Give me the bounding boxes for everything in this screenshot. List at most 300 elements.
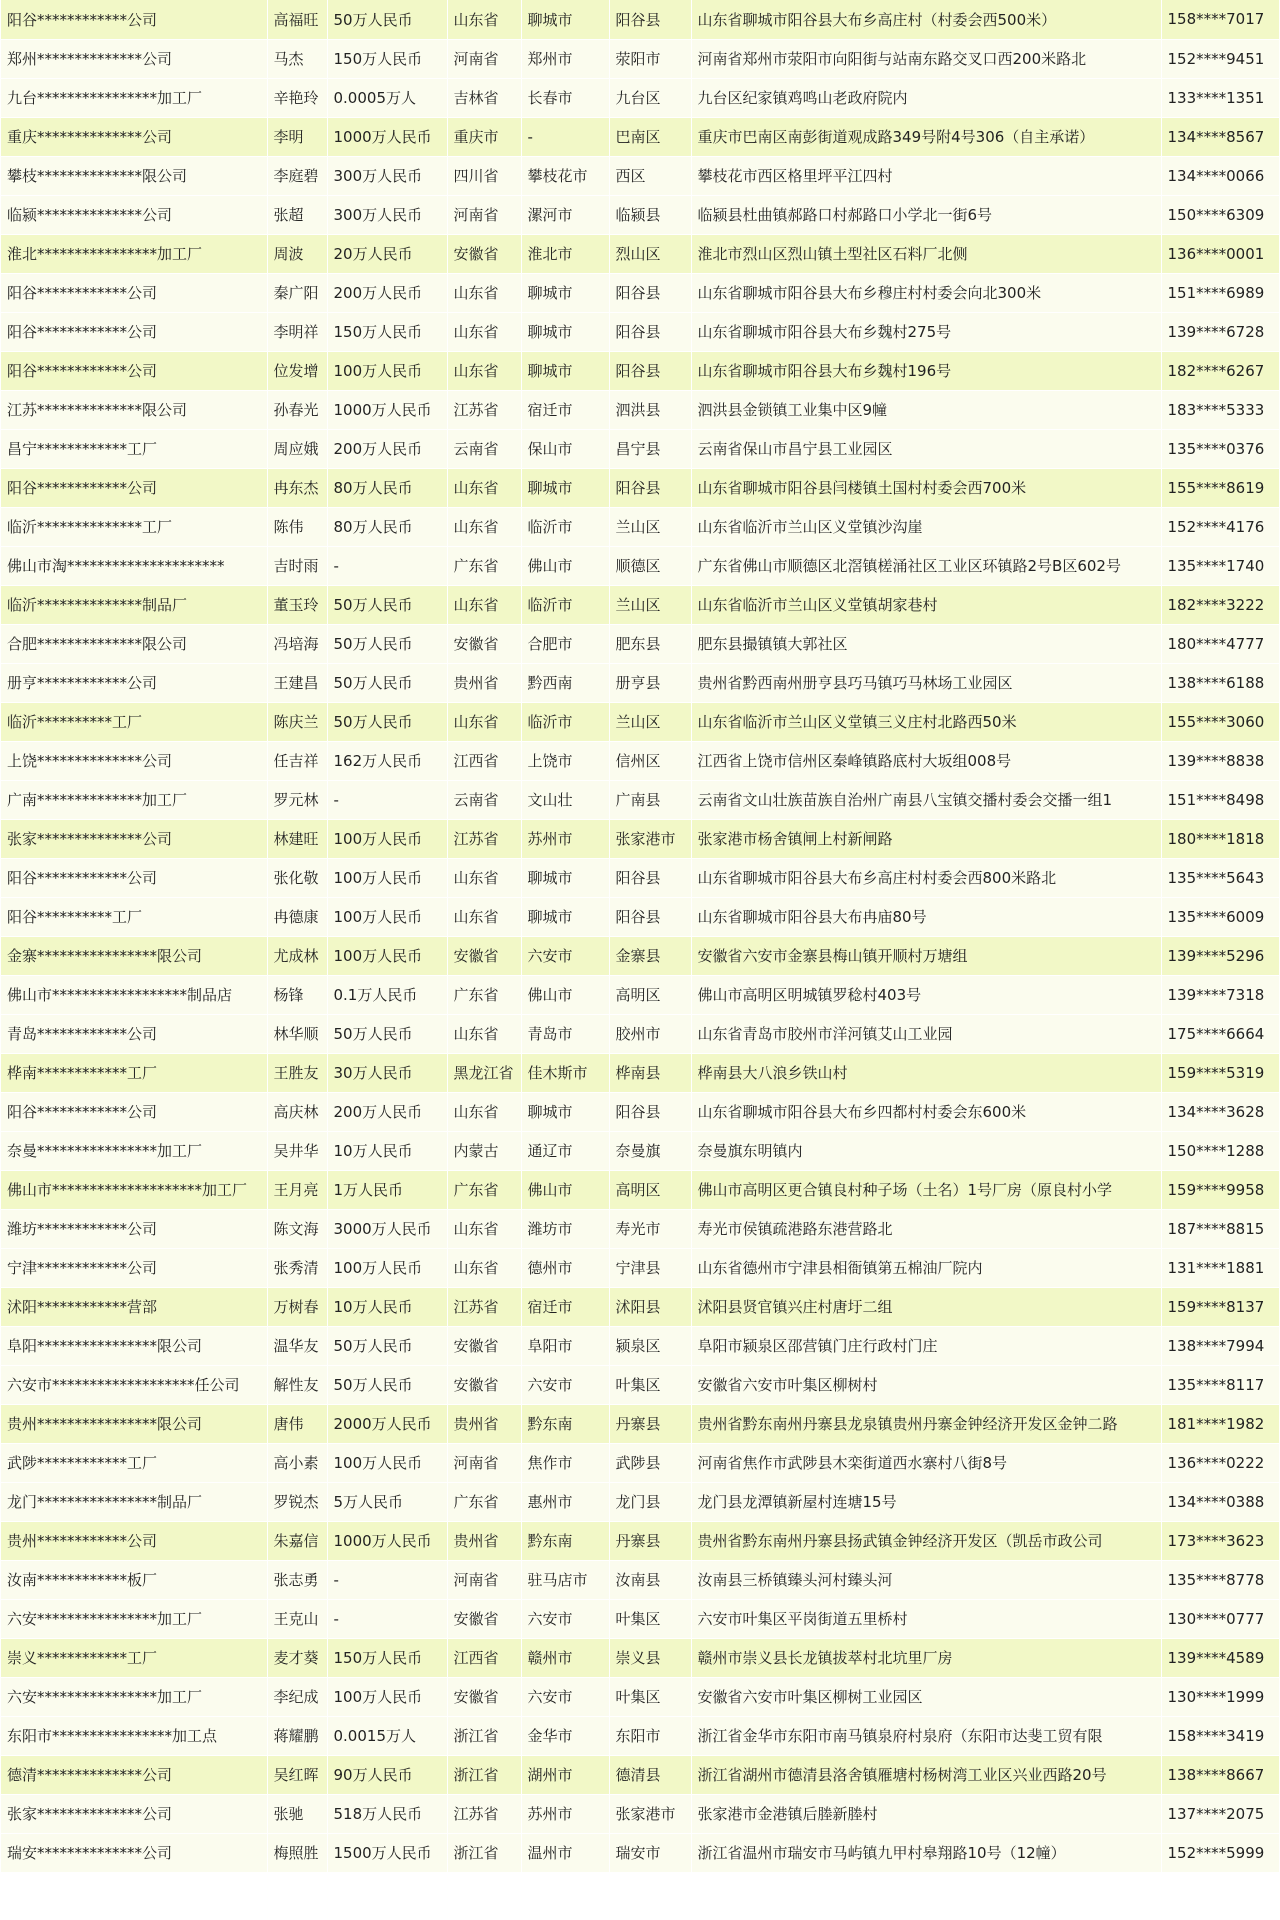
legal-person-cell: 周波 (267, 234, 327, 273)
capital-cell: 100万人民币 (327, 819, 447, 858)
address-cell: 山东省临沂市兰山区义堂镇胡家巷村 (691, 585, 1161, 624)
city-cell: 六安市 (521, 936, 609, 975)
legal-person-cell: 李明 (267, 117, 327, 156)
capital-cell: 100万人民币 (327, 897, 447, 936)
phone-cell: 134****8567 (1161, 117, 1279, 156)
company-name-cell: 佛山市********************加工厂 (1, 1170, 267, 1209)
company-name-cell: 上饶**************公司 (1, 741, 267, 780)
phone-cell: 139****4589 (1161, 1638, 1279, 1677)
province-cell: 山东省 (447, 468, 521, 507)
city-cell: 佳木斯市 (521, 1053, 609, 1092)
district-cell: 阳谷县 (609, 0, 691, 39)
city-cell: 聊城市 (521, 858, 609, 897)
legal-person-cell: 秦广阳 (267, 273, 327, 312)
table-row (1, 741, 1279, 780)
table-row (1, 1092, 1279, 1131)
capital-cell: 90万人民币 (327, 1755, 447, 1794)
legal-person-cell: 吉时雨 (267, 546, 327, 585)
province-cell: 广东省 (447, 546, 521, 585)
phone-cell: 135****6009 (1161, 897, 1279, 936)
company-name-cell: 崇义************工厂 (1, 1638, 267, 1677)
address-cell: 安徽省六安市叶集区柳树工业园区 (691, 1677, 1161, 1716)
address-cell: 河南省焦作市武陟县木栾街道西水寨村八街8号 (691, 1443, 1161, 1482)
capital-cell: 10万人民币 (327, 1131, 447, 1170)
city-cell: 聊城市 (521, 468, 609, 507)
district-cell: 德清县 (609, 1755, 691, 1794)
province-cell: 山东省 (447, 351, 521, 390)
province-cell: 河南省 (447, 1560, 521, 1599)
address-cell: 山东省聊城市阳谷县大布乡穆庄村村委会向北300米 (691, 273, 1161, 312)
legal-person-cell: 唐伟 (267, 1404, 327, 1443)
address-cell: 山东省聊城市阳谷县大布乡魏村196号 (691, 351, 1161, 390)
province-cell: 浙江省 (447, 1755, 521, 1794)
city-cell: 赣州市 (521, 1638, 609, 1677)
table-row (1, 351, 1279, 390)
address-cell: 山东省临沂市兰山区义堂镇沙沟崖 (691, 507, 1161, 546)
legal-person-cell: 梅照胜 (267, 1833, 327, 1872)
phone-cell: 183****5333 (1161, 390, 1279, 429)
capital-cell: 20万人民币 (327, 234, 447, 273)
company-name-cell: 六安****************加工厂 (1, 1599, 267, 1638)
city-cell: 宿迁市 (521, 390, 609, 429)
capital-cell: 50万人民币 (327, 1326, 447, 1365)
table-row (1, 1833, 1279, 1872)
table-row (1, 858, 1279, 897)
company-name-cell: 金寨****************限公司 (1, 936, 267, 975)
address-cell: 临颍县杜曲镇郝路口村郝路口小学北一街6号 (691, 195, 1161, 234)
legal-person-cell: 李明祥 (267, 312, 327, 351)
province-cell: 山东省 (447, 702, 521, 741)
address-cell: 六安市叶集区平岗街道五里桥村 (691, 1599, 1161, 1638)
district-cell: 兰山区 (609, 585, 691, 624)
district-cell: 龙门县 (609, 1482, 691, 1521)
city-cell: 六安市 (521, 1599, 609, 1638)
district-cell: 西区 (609, 156, 691, 195)
legal-person-cell: 解性友 (267, 1365, 327, 1404)
district-cell: 肥东县 (609, 624, 691, 663)
phone-cell: 139****7318 (1161, 975, 1279, 1014)
phone-cell: 151****8498 (1161, 780, 1279, 819)
legal-person-cell: 林建旺 (267, 819, 327, 858)
address-cell: 龙门县龙潭镇新屋村连塘15号 (691, 1482, 1161, 1521)
district-cell: 汝南县 (609, 1560, 691, 1599)
phone-cell: 158****3419 (1161, 1716, 1279, 1755)
capital-cell: 50万人民币 (327, 624, 447, 663)
address-cell: 云南省文山壮族苗族自治州广南县八宝镇交播村委会交播一组1 (691, 780, 1161, 819)
legal-person-cell: 朱嘉信 (267, 1521, 327, 1560)
district-cell: 宁津县 (609, 1248, 691, 1287)
address-cell: 九台区纪家镇鸡鸣山老政府院内 (691, 78, 1161, 117)
company-name-cell: 重庆**************公司 (1, 117, 267, 156)
address-cell: 攀枝花市西区格里坪平江四村 (691, 156, 1161, 195)
capital-cell: 100万人民币 (327, 351, 447, 390)
city-cell: 佛山市 (521, 1170, 609, 1209)
province-cell: 安徽省 (447, 1326, 521, 1365)
capital-cell: 5万人民币 (327, 1482, 447, 1521)
legal-person-cell: 张超 (267, 195, 327, 234)
city-cell: 通辽市 (521, 1131, 609, 1170)
phone-cell: 135****8778 (1161, 1560, 1279, 1599)
district-cell: 叶集区 (609, 1599, 691, 1638)
legal-person-cell: 温华友 (267, 1326, 327, 1365)
province-cell: 江西省 (447, 741, 521, 780)
city-cell: 惠州市 (521, 1482, 609, 1521)
company-name-cell: 淮北****************加工厂 (1, 234, 267, 273)
phone-cell: 131****1881 (1161, 1248, 1279, 1287)
legal-person-cell: 冉德康 (267, 897, 327, 936)
address-cell: 山东省临沂市兰山区义堂镇三义庄村北路西50米 (691, 702, 1161, 741)
company-name-cell: 瑞安**************公司 (1, 1833, 267, 1872)
company-name-cell: 临沂**************制品厂 (1, 585, 267, 624)
phone-cell: 133****1351 (1161, 78, 1279, 117)
city-cell: 六安市 (521, 1365, 609, 1404)
city-cell: 温州市 (521, 1833, 609, 1872)
address-cell: 桦南县大八浪乡铁山村 (691, 1053, 1161, 1092)
table-row (1, 507, 1279, 546)
district-cell: 九台区 (609, 78, 691, 117)
city-cell: 聊城市 (521, 1092, 609, 1131)
table-row (1, 780, 1279, 819)
capital-cell: 100万人民币 (327, 1248, 447, 1287)
phone-cell: 130****1999 (1161, 1677, 1279, 1716)
phone-cell: 159****9958 (1161, 1170, 1279, 1209)
province-cell: 江苏省 (447, 819, 521, 858)
province-cell: 安徽省 (447, 1677, 521, 1716)
district-cell: 东阳市 (609, 1716, 691, 1755)
table-row (1, 1599, 1279, 1638)
district-cell: 广南县 (609, 780, 691, 819)
address-cell: 浙江省金华市东阳市南马镇泉府村泉府（东阳市达斐工贸有限 (691, 1716, 1161, 1755)
capital-cell: 1000万人民币 (327, 117, 447, 156)
legal-person-cell: 冉东杰 (267, 468, 327, 507)
district-cell: 张家港市 (609, 1794, 691, 1833)
address-cell: 山东省聊城市阳谷县大布乡高庄村（村委会西500米） (691, 0, 1161, 39)
legal-person-cell: 万树春 (267, 1287, 327, 1326)
company-name-cell: 昌宁************工厂 (1, 429, 267, 468)
phone-cell: 150****6309 (1161, 195, 1279, 234)
phone-cell: 152****5999 (1161, 1833, 1279, 1872)
table-row (1, 624, 1279, 663)
company-name-cell: 临颍**************公司 (1, 195, 267, 234)
phone-cell: 134****3628 (1161, 1092, 1279, 1131)
table-row (1, 1287, 1279, 1326)
address-cell: 肥东县撮镇镇大郭社区 (691, 624, 1161, 663)
capital-cell: - (327, 546, 447, 585)
table-row (1, 819, 1279, 858)
district-cell: 阳谷县 (609, 897, 691, 936)
company-name-cell: 册亨************公司 (1, 663, 267, 702)
table-row (1, 585, 1279, 624)
capital-cell: 1500万人民币 (327, 1833, 447, 1872)
phone-cell: 136****0001 (1161, 234, 1279, 273)
district-cell: 阳谷县 (609, 468, 691, 507)
district-cell: 张家港市 (609, 819, 691, 858)
province-cell: 浙江省 (447, 1716, 521, 1755)
address-cell: 贵州省黔东南州丹寨县龙泉镇贵州丹寨金钟经济开发区金钟二路 (691, 1404, 1161, 1443)
legal-person-cell: 罗锐杰 (267, 1482, 327, 1521)
province-cell: 山东省 (447, 858, 521, 897)
company-name-cell: 六安****************加工厂 (1, 1677, 267, 1716)
table-row (1, 468, 1279, 507)
capital-cell: 1000万人民币 (327, 1521, 447, 1560)
table-row (1, 0, 1279, 39)
legal-person-cell: 陈伟 (267, 507, 327, 546)
phone-cell: 155****8619 (1161, 468, 1279, 507)
capital-cell: - (327, 1560, 447, 1599)
legal-person-cell: 张化敬 (267, 858, 327, 897)
company-name-cell: 阳谷************公司 (1, 468, 267, 507)
province-cell: 河南省 (447, 39, 521, 78)
address-cell: 阜阳市颍泉区邵营镇门庄行政村门庄 (691, 1326, 1161, 1365)
province-cell: 安徽省 (447, 234, 521, 273)
province-cell: 贵州省 (447, 1521, 521, 1560)
province-cell: 浙江省 (447, 1833, 521, 1872)
phone-cell: 138****8667 (1161, 1755, 1279, 1794)
city-cell: 文山壮 (521, 780, 609, 819)
province-cell: 山东省 (447, 1014, 521, 1053)
capital-cell: 0.0015万人 (327, 1716, 447, 1755)
phone-cell: 138****7994 (1161, 1326, 1279, 1365)
company-name-cell: 临沂**********工厂 (1, 702, 267, 741)
city-cell: 金华市 (521, 1716, 609, 1755)
legal-person-cell: 辛艳玲 (267, 78, 327, 117)
company-name-cell: 张家**************公司 (1, 1794, 267, 1833)
phone-cell: 139****6728 (1161, 312, 1279, 351)
city-cell: 佛山市 (521, 975, 609, 1014)
company-name-cell: 合肥**************限公司 (1, 624, 267, 663)
province-cell: 广东省 (447, 975, 521, 1014)
legal-person-cell: 孙春光 (267, 390, 327, 429)
address-cell: 山东省聊城市阳谷县大布乡四都村村委会东600米 (691, 1092, 1161, 1131)
address-cell: 江西省上饶市信州区秦峰镇路底村大坂组008号 (691, 741, 1161, 780)
capital-cell: 3000万人民币 (327, 1209, 447, 1248)
company-table (1, 0, 1280, 1873)
legal-person-cell: 任吉祥 (267, 741, 327, 780)
address-cell: 山东省聊城市阳谷县大布冉庙80号 (691, 897, 1161, 936)
city-cell: 聊城市 (521, 312, 609, 351)
company-name-cell: 佛山市******************制品店 (1, 975, 267, 1014)
company-name-cell: 奈曼****************加工厂 (1, 1131, 267, 1170)
city-cell: 宿迁市 (521, 1287, 609, 1326)
city-cell: 临沂市 (521, 702, 609, 741)
capital-cell: 518万人民币 (327, 1794, 447, 1833)
city-cell: 攀枝花市 (521, 156, 609, 195)
table-row (1, 1482, 1279, 1521)
district-cell: 叶集区 (609, 1677, 691, 1716)
table-row (1, 1560, 1279, 1599)
table-row (1, 39, 1279, 78)
district-cell: 瑞安市 (609, 1833, 691, 1872)
legal-person-cell: 蒋耀鹏 (267, 1716, 327, 1755)
table-row (1, 1131, 1279, 1170)
address-cell: 贵州省黔西南州册亨县巧马镇巧马林场工业园区 (691, 663, 1161, 702)
phone-cell: 130****0777 (1161, 1599, 1279, 1638)
capital-cell: 300万人民币 (327, 195, 447, 234)
city-cell: 驻马店市 (521, 1560, 609, 1599)
province-cell: 江苏省 (447, 1794, 521, 1833)
city-cell: 临沂市 (521, 585, 609, 624)
legal-person-cell: 马杰 (267, 39, 327, 78)
province-cell: 山东省 (447, 1209, 521, 1248)
legal-person-cell: 张志勇 (267, 1560, 327, 1599)
phone-cell: 180****4777 (1161, 624, 1279, 663)
table-row (1, 663, 1279, 702)
capital-cell: 100万人民币 (327, 936, 447, 975)
company-name-cell: 郑州**************公司 (1, 39, 267, 78)
district-cell: 信州区 (609, 741, 691, 780)
table-row (1, 936, 1279, 975)
district-cell: 泗洪县 (609, 390, 691, 429)
district-cell: 寿光市 (609, 1209, 691, 1248)
capital-cell: 100万人民币 (327, 1677, 447, 1716)
address-cell: 张家港市杨舍镇闸上村新闸路 (691, 819, 1161, 858)
table-row (1, 1170, 1279, 1209)
province-cell: 山东省 (447, 897, 521, 936)
province-cell: 安徽省 (447, 936, 521, 975)
address-cell: 贵州省黔东南州丹寨县扬武镇金钟经济开发区（凯岳市政公司 (691, 1521, 1161, 1560)
district-cell: 临颍县 (609, 195, 691, 234)
legal-person-cell: 麦才葵 (267, 1638, 327, 1677)
capital-cell: 50万人民币 (327, 1014, 447, 1053)
city-cell: 黔东南 (521, 1404, 609, 1443)
table-row (1, 1521, 1279, 1560)
province-cell: 内蒙古 (447, 1131, 521, 1170)
legal-person-cell: 董玉玲 (267, 585, 327, 624)
company-name-cell: 青岛************公司 (1, 1014, 267, 1053)
district-cell: 荥阳市 (609, 39, 691, 78)
company-name-cell: 临沂**************工厂 (1, 507, 267, 546)
table-row (1, 975, 1279, 1014)
company-name-cell: 龙门****************制品厂 (1, 1482, 267, 1521)
phone-cell: 173****3623 (1161, 1521, 1279, 1560)
capital-cell: 50万人民币 (327, 663, 447, 702)
phone-cell: 159****8137 (1161, 1287, 1279, 1326)
address-cell: 安徽省六安市金寨县梅山镇开顺村万塘组 (691, 936, 1161, 975)
legal-person-cell: 吴井华 (267, 1131, 327, 1170)
phone-cell: 138****6188 (1161, 663, 1279, 702)
address-cell: 佛山市高明区明城镇罗稔村403号 (691, 975, 1161, 1014)
address-cell: 河南省郑州市荥阳市向阳街与站南东路交叉口西200米路北 (691, 39, 1161, 78)
city-cell: 潍坊市 (521, 1209, 609, 1248)
district-cell: 叶集区 (609, 1365, 691, 1404)
capital-cell: 150万人民币 (327, 39, 447, 78)
address-cell: 山东省德州市宁津县相衙镇第五棉油厂院内 (691, 1248, 1161, 1287)
address-cell: 安徽省六安市叶集区柳树村 (691, 1365, 1161, 1404)
address-cell: 淮北市烈山区烈山镇土型社区石料厂北侧 (691, 234, 1161, 273)
legal-person-cell: 尤成林 (267, 936, 327, 975)
legal-person-cell: 王胜友 (267, 1053, 327, 1092)
capital-cell: 2000万人民币 (327, 1404, 447, 1443)
phone-cell: 135****0376 (1161, 429, 1279, 468)
table-row (1, 1716, 1279, 1755)
phone-cell: 134****0388 (1161, 1482, 1279, 1521)
address-cell: 山东省青岛市胶州市洋河镇艾山工业园 (691, 1014, 1161, 1053)
address-cell: 重庆市巴南区南彭街道观成路349号附4号306（自主承诺） (691, 117, 1161, 156)
table-row (1, 897, 1279, 936)
company-name-cell: 汝南************板厂 (1, 1560, 267, 1599)
capital-cell: 0.1万人民币 (327, 975, 447, 1014)
province-cell: 河南省 (447, 195, 521, 234)
phone-cell: 139****5296 (1161, 936, 1279, 975)
district-cell: 颍泉区 (609, 1326, 691, 1365)
capital-cell: 50万人民币 (327, 0, 447, 39)
district-cell: 武陟县 (609, 1443, 691, 1482)
province-cell: 安徽省 (447, 1599, 521, 1638)
city-cell: 黔东南 (521, 1521, 609, 1560)
capital-cell: 80万人民币 (327, 468, 447, 507)
table-row (1, 312, 1279, 351)
address-cell: 浙江省温州市瑞安市马屿镇九甲村皋翔路10号（12幢） (691, 1833, 1161, 1872)
district-cell: 阳谷县 (609, 312, 691, 351)
company-name-cell: 阳谷************公司 (1, 858, 267, 897)
company-name-cell: 张家**************公司 (1, 819, 267, 858)
phone-cell: 137****2075 (1161, 1794, 1279, 1833)
phone-cell: 135****1740 (1161, 546, 1279, 585)
phone-cell: 180****1818 (1161, 819, 1279, 858)
province-cell: 黑龙江省 (447, 1053, 521, 1092)
legal-person-cell: 周应娥 (267, 429, 327, 468)
company-name-cell: 宁津************公司 (1, 1248, 267, 1287)
district-cell: 丹寨县 (609, 1521, 691, 1560)
address-cell: 云南省保山市昌宁县工业园区 (691, 429, 1161, 468)
phone-cell: 152****9451 (1161, 39, 1279, 78)
legal-person-cell: 李纪成 (267, 1677, 327, 1716)
company-name-cell: 攀枝**************限公司 (1, 156, 267, 195)
phone-cell: 152****4176 (1161, 507, 1279, 546)
district-cell: 巴南区 (609, 117, 691, 156)
phone-cell: 139****8838 (1161, 741, 1279, 780)
city-cell: 黔西南 (521, 663, 609, 702)
capital-cell: 100万人民币 (327, 1443, 447, 1482)
province-cell: 山东省 (447, 507, 521, 546)
city-cell: - (521, 117, 609, 156)
capital-cell: 50万人民币 (327, 585, 447, 624)
province-cell: 山东省 (447, 585, 521, 624)
province-cell: 山东省 (447, 312, 521, 351)
district-cell: 奈曼旗 (609, 1131, 691, 1170)
capital-cell: 80万人民币 (327, 507, 447, 546)
legal-person-cell: 陈庆兰 (267, 702, 327, 741)
address-cell: 浙江省湖州市德清县洛舍镇雁塘村杨树湾工业区兴业西路20号 (691, 1755, 1161, 1794)
city-cell: 聊城市 (521, 351, 609, 390)
address-cell: 泗洪县金锁镇工业集中区9幢 (691, 390, 1161, 429)
company-name-cell: 阳谷************公司 (1, 351, 267, 390)
province-cell: 江西省 (447, 1638, 521, 1677)
province-cell: 四川省 (447, 156, 521, 195)
table-row (1, 390, 1279, 429)
table-row (1, 78, 1279, 117)
company-name-cell: 贵州************公司 (1, 1521, 267, 1560)
legal-person-cell: 林华顺 (267, 1014, 327, 1053)
district-cell: 丹寨县 (609, 1404, 691, 1443)
capital-cell: 1000万人民币 (327, 390, 447, 429)
legal-person-cell: 位发增 (267, 351, 327, 390)
address-cell: 佛山市高明区更合镇良村种子场（土名）1号厂房（原良村小学 (691, 1170, 1161, 1209)
city-cell: 长春市 (521, 78, 609, 117)
province-cell: 江苏省 (447, 1287, 521, 1326)
company-name-cell: 沭阳************营部 (1, 1287, 267, 1326)
table-row (1, 195, 1279, 234)
company-name-cell: 贵州****************限公司 (1, 1404, 267, 1443)
phone-cell: 158****7017 (1161, 0, 1279, 39)
table-row (1, 429, 1279, 468)
table-row (1, 156, 1279, 195)
legal-person-cell: 王建昌 (267, 663, 327, 702)
table-row (1, 117, 1279, 156)
city-cell: 青岛市 (521, 1014, 609, 1053)
legal-person-cell: 李庭碧 (267, 156, 327, 195)
district-cell: 桦南县 (609, 1053, 691, 1092)
